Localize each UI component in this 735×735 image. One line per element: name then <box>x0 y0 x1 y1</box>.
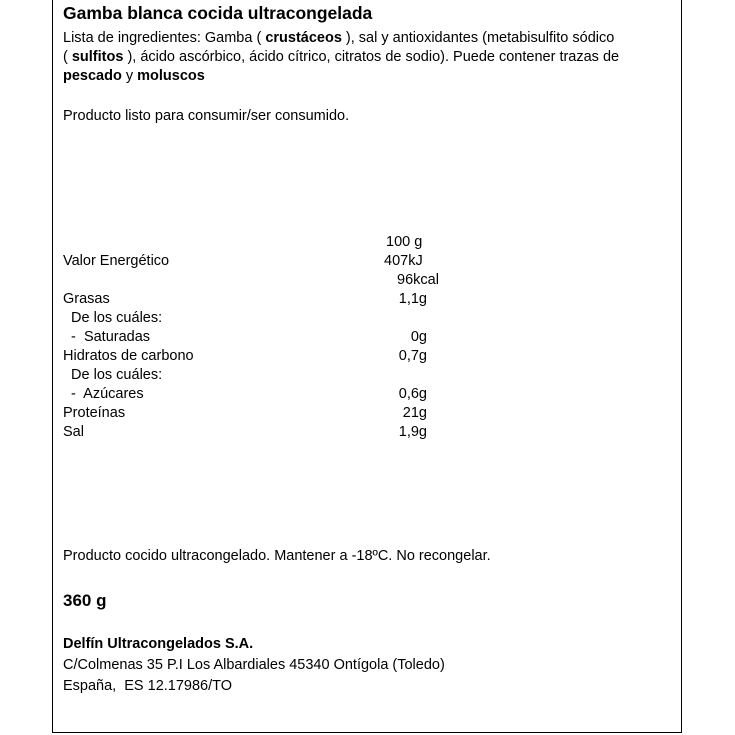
company-address: C/Colmenas 35 P.I Los Albardiales 45340 Ontígola (Toledo) <box>63 657 445 673</box>
nutrition-row-label: Grasas <box>63 291 110 307</box>
nutrition-row-label: De los cuáles: <box>63 367 163 383</box>
nutrition-row-label: De los cuáles: <box>63 310 163 326</box>
nutrition-row-value: 1,1g <box>398 291 427 307</box>
energy-kj: 407kJ <box>384 253 423 269</box>
allergen-moluscos: moluscos <box>137 68 205 84</box>
ready-to-eat-note: Producto listo para consumir/ser consumido. <box>63 108 350 124</box>
company-registration: España, ES 12.17986/TO <box>63 678 233 694</box>
energy-label: Valor Energético <box>63 253 170 269</box>
nutrition-header: 100 g <box>386 234 423 250</box>
storage-instructions: Producto cocido ultracongelado. Mantener a -18ºC. No recongelar. <box>63 548 491 564</box>
nutrition-row-label: Hidratos de carbono <box>63 348 194 364</box>
net-weight: 360 g <box>63 591 107 610</box>
company-name: Delfín Ultracongelados S.A. <box>63 636 254 652</box>
ingredients-list: Lista de ingredientes: Gamba ( crustáceos ), sal y antioxidantes (metabisulfito sódico ( sulfitos ), ácido ascórbico, ácido cítrico, citratos de sodio). Puede contener trazas de pescado y moluscos <box>63 30 620 84</box>
nutrition-row-value: 1,9g <box>398 424 427 440</box>
nutrition-row-value: 0g <box>410 329 427 345</box>
nutrition-row-value: 0,6g <box>398 386 427 402</box>
allergen-sulfitos: sulfitos <box>71 49 124 65</box>
nutrition-row-value: 21g <box>402 405 427 421</box>
nutrition-row-label: Proteínas <box>63 405 126 421</box>
nutrition-row-label: - Azúcares <box>63 386 144 402</box>
energy-kcal: 96kcal <box>397 272 439 288</box>
product-title: Gamba blanca cocida ultracongelada <box>63 3 373 23</box>
nutrition-row-label: Sal <box>63 424 84 440</box>
nutrition-row-value: 0,7g <box>398 348 427 364</box>
allergen-crustaceos: crustáceos <box>265 30 342 46</box>
nutrition-row-label: - Saturadas <box>63 329 151 345</box>
allergen-pescado: pescado <box>63 68 122 84</box>
